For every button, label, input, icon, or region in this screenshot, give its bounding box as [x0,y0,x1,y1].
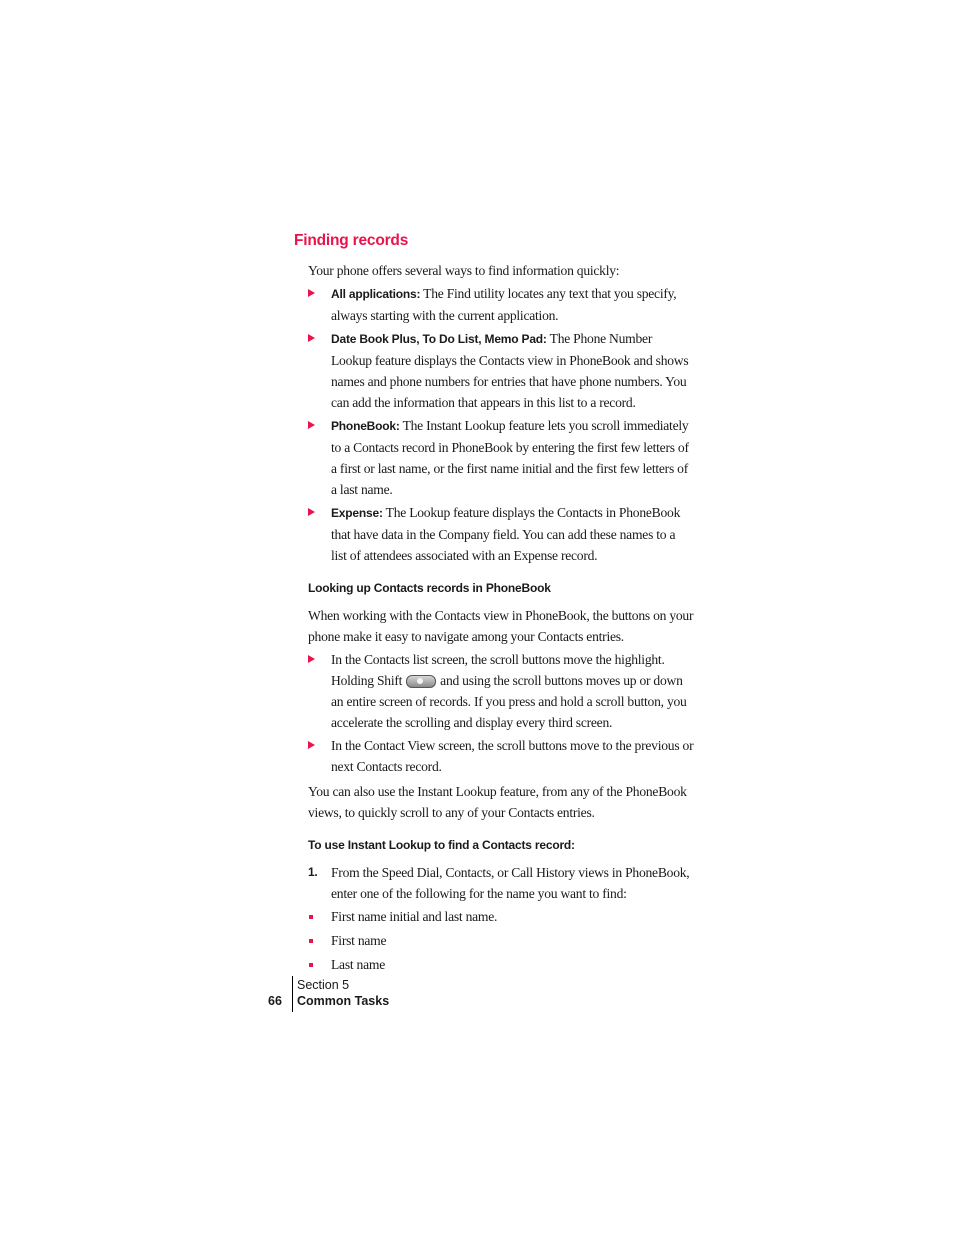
find-methods-list [308,283,694,566]
bullet-term: PhoneBook: [331,419,400,433]
lookup-intro: When working with the Contacts view in PhoneBook, the buttons on your phone make it easy to navigate among your Contacts entries. [308,608,694,644]
list-item [308,328,694,413]
footer-section: Section 5 [297,978,350,992]
footer-chapter: Common Tasks [297,994,390,1008]
page-content [294,232,694,977]
instant-lookup-subheading: To use Instant Lookup to find a Contacts record: [308,838,575,852]
bullet-text: The Find utility locates any text that you specify, always starting with the current application. [331,286,677,323]
bullet-term: All applications: [331,287,421,301]
triangle-bullet-icon [308,334,315,342]
triangle-bullet-icon [308,741,315,749]
bullet-text: and using the scroll buttons moves up or down an entire screen of records. If you press and hold a scroll button, you accelerate the scrolling and display every third screen. [331,673,687,730]
step-item [308,862,694,904]
list-item [308,415,694,500]
footer-divider [292,976,293,1012]
triangle-bullet-icon [308,421,315,429]
intro-paragraph: Your phone offers several ways to find information quickly: [308,263,620,278]
bullet-text: In the Contacts list screen, the scroll buttons move the highlight. Holding Shift [331,652,665,688]
page-number: 66 [268,994,282,1008]
list-item [308,283,694,326]
page-footer [0,976,954,1012]
bullet-term: Date Book Plus, To Do List, Memo Pad: [331,332,547,346]
bullet-text: The Instant Lookup feature lets you scroll immediately to a Contacts record in PhoneBook by entering the first few letters of a first or last name, or the first name initial and the first few letters of a last name. [331,418,689,497]
lookup-subheading: Looking up Contacts records in PhoneBook [308,581,551,595]
list-item [308,735,694,777]
triangle-bullet-icon [308,655,315,663]
list-item [308,906,694,927]
triangle-bullet-icon [308,289,315,297]
bullet-text: In the Contact View screen, the scroll buttons move to the previous or next Contacts record. [331,738,694,774]
list-item [308,649,694,733]
option-text: First name [331,933,387,948]
option-text: First name initial and last name. [331,909,498,924]
list-item [308,930,694,951]
lookup-outro: You can also use the Instant Lookup feature, from any of the PhoneBook views, to quickly scroll to any of your Contacts entries. [308,784,687,820]
option-text: Last name [331,957,385,972]
steps-list [308,862,694,975]
list-item [308,502,694,566]
bullet-text: The Phone Number Lookup feature displays the Contacts view in PhoneBook and shows names and phone numbers for entries that have phone numbers. You can add the information that appears in this list to a record. [331,331,689,410]
step-text: From the Speed Dial, Contacts, or Call History views in PhoneBook, enter one of the following for the name you want to find: [331,865,690,901]
shift-key-icon [406,675,436,688]
navigation-list [308,649,694,777]
square-bullet-icon [309,915,313,919]
square-bullet-icon [309,963,313,967]
bullet-text: The Lookup feature displays the Contacts in PhoneBook that have data in the Company field. You can add these names to a list of attendees associated with an Expense record. [331,505,681,563]
square-bullet-icon [309,939,313,943]
section-heading: Finding records [294,232,409,249]
section-body [308,260,694,975]
list-item [308,954,694,975]
triangle-bullet-icon [308,508,315,516]
bullet-term: Expense: [331,506,383,520]
step-number: 1. [308,865,318,879]
